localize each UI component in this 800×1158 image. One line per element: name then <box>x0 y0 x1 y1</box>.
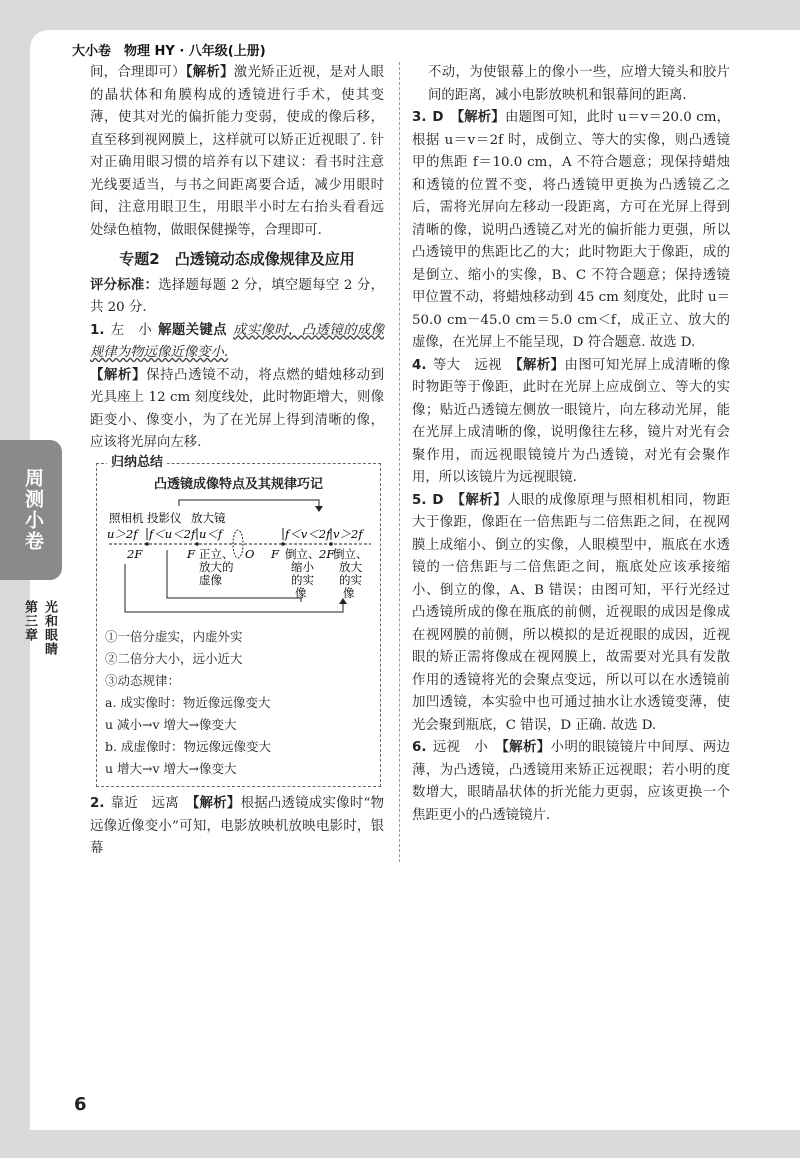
point-f-left <box>195 542 199 546</box>
label-f-right: F <box>271 547 279 561</box>
chapter-title: 光和眼睛 <box>42 600 57 656</box>
rule-item: b. 成虚像时：物远像远像变大 <box>105 739 271 754</box>
cond-u-lt-f: u＜f <box>199 527 223 541</box>
big-real-image-line-4: 像 <box>343 586 355 600</box>
page-header: 大小卷 物理 HY · 八年级(上册) <box>72 44 266 59</box>
q2-continuation: 不动，为使银幕上的像小一些，应增大镜头和胶片间的距离，减小电影放映机和银幕间的距离. <box>428 65 730 103</box>
small-real-image-line-4: 像 <box>295 586 307 600</box>
point-2f-right <box>329 542 333 546</box>
intro-text: 激光矫正近视，是对人眼的晶状体和角膜构成的透镜进行手术，使其变薄，使其对光的偏折能力变弱，使成的像后移，直至移到视网膜上，这样就可以矫正近视眼了. 针对正确用眼习惯的培养有以下建议：看书时注意光线要适当，与书之间距离要合适，减少用眼时间，注意用眼卫生，用眼半小时左右抬头看看远处绿色植物，做眼保健操等，合理即可. <box>90 65 384 238</box>
analysis-tag: 【解析】 <box>192 796 241 811</box>
rules-list <box>105 626 372 780</box>
cond-f-lt-u-lt-2f: f＜u＜2f <box>149 527 196 541</box>
virtual-image-line-2: 放大的 <box>199 560 234 574</box>
q6-analysis-text: 小明的眼镜镜片中间厚、两边薄，为凸透镜，凸透镜用来矫正远视眼；若小明的度数增大，眼睛晶状体的折光能力更弱，应该更换一个焦距更小的凸透镜镜片. <box>412 740 731 823</box>
q6-answer: 远视 小 <box>432 740 489 755</box>
question-6 <box>412 737 730 827</box>
question-4 <box>412 355 730 490</box>
column-divider <box>399 62 401 862</box>
q1-analysis-text: 保持凸透镜不动，将点燃的蜡烛移动到光具座上 12 cm 刻度线处，此时物距增大，则像距变小、像变小，为了在光屏上得到清晰的像，应该将光屏向左移. <box>90 367 385 450</box>
lens-imaging-diagram <box>105 498 373 626</box>
scoring-label: 评分标准： <box>90 277 159 293</box>
chapter-sidebar <box>0 440 64 950</box>
q2-answer: 靠近 远离 <box>110 796 179 811</box>
scoring-text: 选择题每题 2 分，填空题每空 2 分，共 20 分. <box>90 277 384 315</box>
big-real-image-line-3: 的实 <box>339 573 362 587</box>
section-title: 专题2 凸透镜动态成像规律及应用 <box>119 250 355 268</box>
q5-analysis-text: 人眼的成像原理与照相机相同，物距大于像距，像距在一倍焦距与二倍焦距之间，在视网膜上成缩小、倒立的实像，人眼模型中，瓶底在水透镜的一倍焦距与二倍焦距之间，瓶底处应该承接缩小、倒立的像，A、B 错误；由图可知，平行光经过凸透镜所成的像在瓶底的前侧，近视眼的成因是像成在视网膜的前侧，所以模拟的是近视眼的成因，近视眼的矫正需将像成在视网膜上，故需要对光具有发散作用的透镜将光的会聚点变远，所以可以在水透镜前加凹透镜，本实验中也可通过抽水让水透镜变薄，使光会聚到瓶底，C 错误，D 正确. 故选 D. <box>412 492 730 733</box>
q4-analysis-text: 由图可知光屏上成清晰的像时物距等于像距，此时在光屏上应成倒立、等大的实像；贴近凸透镜左侧放一眼镜片，向左移动光屏，能在光屏上成清晰的像，说明像往左移，镜片对光有会聚作用，而远视眼镜镜片为凸透镜，对光有会聚作用，所以该镜片为远视眼镜. <box>412 357 731 485</box>
analysis-tag: 【解析】 <box>90 367 147 383</box>
cond-u-gt-2f: u＞2f <box>107 527 138 541</box>
question-2 <box>90 793 384 861</box>
question-5 <box>412 490 730 738</box>
q1-number: 1. <box>90 322 105 338</box>
chapter-number: 第三章 <box>22 600 37 642</box>
rule-item: u 减小→v 增大→像变大 <box>105 717 237 732</box>
q5-number: 5. <box>412 492 427 508</box>
analysis-tag: 【解析】 <box>515 357 565 373</box>
label-o: O <box>245 547 255 561</box>
q3-number: 3. <box>412 110 427 125</box>
big-real-image-line-2: 放大 <box>339 560 362 574</box>
q4-answer: 等大 远视 <box>432 357 503 373</box>
analysis-tag: 【解析】 <box>502 740 551 755</box>
label-2f-right: 2F <box>319 547 335 561</box>
small-real-image-line-3: 的实 <box>291 573 314 587</box>
analysis-tag: 【解析】 <box>457 110 505 125</box>
camera-label: 照相机 <box>109 511 144 525</box>
cond-v-gt-2f: v＞2f <box>333 527 363 541</box>
big-real-image-line-1: 倒立、 <box>333 547 368 561</box>
right-column <box>412 62 730 827</box>
q4-number: 4. <box>412 357 427 373</box>
question-1 <box>90 320 384 365</box>
label-2f-left: 2F <box>127 547 143 561</box>
small-real-image-line-2: 缩小 <box>291 560 314 574</box>
virtual-image-line-1: 正立、 <box>199 547 234 561</box>
point-2f-left <box>145 542 149 546</box>
intro-paragraph <box>90 62 384 242</box>
question-3 <box>412 107 730 355</box>
q5-answer: D <box>432 492 444 508</box>
rule-item: a. 成实像时：物近像远像变大 <box>105 695 271 710</box>
summary-title: 归纳总结 <box>107 452 167 475</box>
q1-analysis <box>90 365 384 455</box>
q3-answer: D <box>432 110 444 125</box>
label-f-left: F <box>187 547 195 561</box>
q3-analysis-text: 由题图可知，此时 u＝v＝20.0 cm，根据 u＝v＝2f 时，成倒立、等大的实像，则凸透镜甲的焦距 f＝10.0 cm，A 不符合题意；现保持蜡烛和透镜的位置不变，将凸透镜甲更换为凸透镜乙之后，需将光屏向左移动一段距离，方可在光屏上得到清晰的像，说明凸透镜乙对光的偏折能力更强，所以凸透镜甲的焦距比乙的大；此时物距大于像距，成的是倒立、缩小的实像，B、C 不符合题意；保持透镜甲位置不动，将蜡烛移动到 45 cm 刻度处，此时 u＝50.0 cm－45.0 cm＝5.0 cm＜f，成正立、放大的虚像，在光屏上不能呈现，D 符合题意. 故选 D. <box>412 110 731 350</box>
page-number: 6 <box>74 1094 87 1115</box>
scoring-standard <box>90 275 384 320</box>
top-bracket <box>179 500 319 508</box>
q2-analysis-text: 根据凸透镜成实像时“物远像近像变小”可知，电影放映机放映电影时，银幕 <box>90 796 385 856</box>
analysis-tag: 【解析】 <box>185 65 234 80</box>
q2-number: 2. <box>90 796 105 811</box>
point-f-right <box>281 542 285 546</box>
summary-box <box>96 454 381 788</box>
key-point-label: 解题关键点 <box>158 322 227 338</box>
q1-answer: 左 小 <box>110 322 153 338</box>
analysis-tag: 【解析】 <box>458 492 508 508</box>
projector-label: 投影仪 <box>147 511 182 525</box>
rule-item: u 增大→v 增大→像变大 <box>105 761 237 776</box>
left-column <box>90 62 384 861</box>
arrow-head <box>315 506 323 512</box>
intro-tail: 间，合理即可） <box>90 65 186 80</box>
small-real-image-line-1: 倒立、 <box>285 547 320 561</box>
magnifier-label: 放大镜 <box>191 511 226 525</box>
rule-item: ①一倍分虚实，内虚外实 <box>105 629 243 644</box>
rule-item: ②二倍分大小，远小近大 <box>105 651 243 666</box>
rule-item: ③动态规律： <box>105 673 181 688</box>
weekly-quiz-tab[interactable]: 周测小卷 <box>0 440 62 580</box>
q6-number: 6. <box>412 740 427 755</box>
virtual-image-line-3: 虚像 <box>199 573 222 587</box>
cond-f-lt-v-lt-2f: f＜v＜2f <box>285 527 331 541</box>
diagram-title: 凸透镜成像特点及其规律巧记 <box>153 476 323 492</box>
key-point-text: 成实像时，凸透镜的成像规律为物远像近像变小. <box>90 322 385 360</box>
